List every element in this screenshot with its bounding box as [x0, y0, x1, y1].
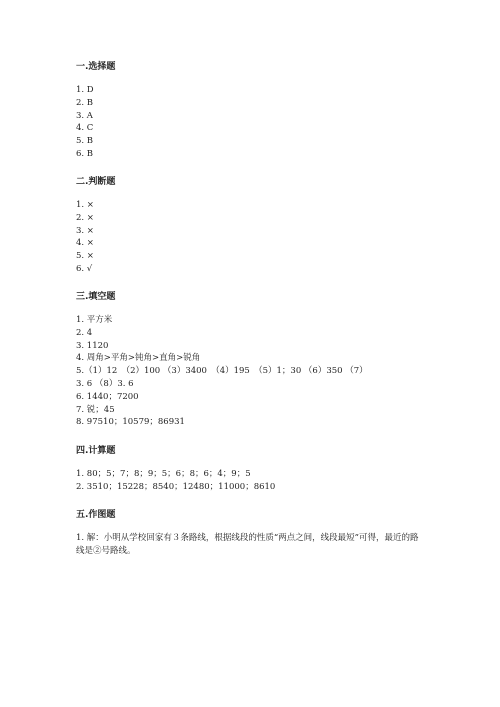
answer-line: 4. × — [76, 238, 94, 249]
answer-line: 7. 锐；45 — [76, 404, 115, 415]
section-drawing — [76, 508, 436, 558]
answer-line: 5. × — [76, 251, 94, 262]
answer-line: 2. × — [76, 212, 94, 223]
section-heading: 五.作图题 — [76, 510, 116, 520]
answer-line: 3. 1120 — [76, 340, 109, 351]
answer-line: 3. 6 （8）3. 6 — [76, 378, 134, 389]
answer-line: 5. B — [76, 136, 94, 147]
answer-line: 6. B — [76, 148, 94, 159]
section-calculation — [76, 444, 436, 494]
answer-paragraph: 1. 解：小明从学校回家有３条路线，根据线段的性质“两点之间，线段最短”可得，最近的路线是②号路线。 — [76, 533, 419, 556]
answer-line: 2. 3510；15228；8540；12480；11000；8610 — [76, 481, 276, 492]
section-heading: 四.计算题 — [76, 446, 116, 456]
answer-line: 6. 1440；7200 — [76, 391, 139, 402]
answer-line: 2. 4 — [76, 327, 93, 338]
answer-line: 8. 97510；10579；86931 — [76, 417, 185, 428]
section-heading: 二.判断题 — [76, 177, 116, 187]
section-heading: 一.选择题 — [76, 62, 116, 72]
answer-line: 1. D — [76, 85, 94, 95]
section-heading: 三.填空题 — [76, 292, 116, 302]
answer-line: 1. 平方米 — [76, 315, 113, 325]
answer-line: 5.（1）12 （2）100 （3）3400 （4）195 （5）1；30 （6）350 （7） — [76, 366, 368, 377]
section-true-false — [76, 175, 436, 276]
answer-line: 4. C — [76, 123, 94, 134]
answer-line: 1. 80；5；7；8；9；5；6；8；6；4；9；5 — [76, 469, 251, 479]
answer-line: 4. 周角>平角>钝角>直角>锐角 — [76, 353, 201, 364]
answer-line: 1. × — [76, 200, 94, 210]
section-fill-in — [76, 290, 436, 429]
answer-line: 3. × — [76, 225, 94, 236]
answer-line: 2. B — [76, 97, 94, 108]
section-multiple-choice — [76, 60, 436, 161]
answer-line: 3. A — [76, 110, 93, 121]
answer-line: 6. √ — [76, 263, 93, 274]
